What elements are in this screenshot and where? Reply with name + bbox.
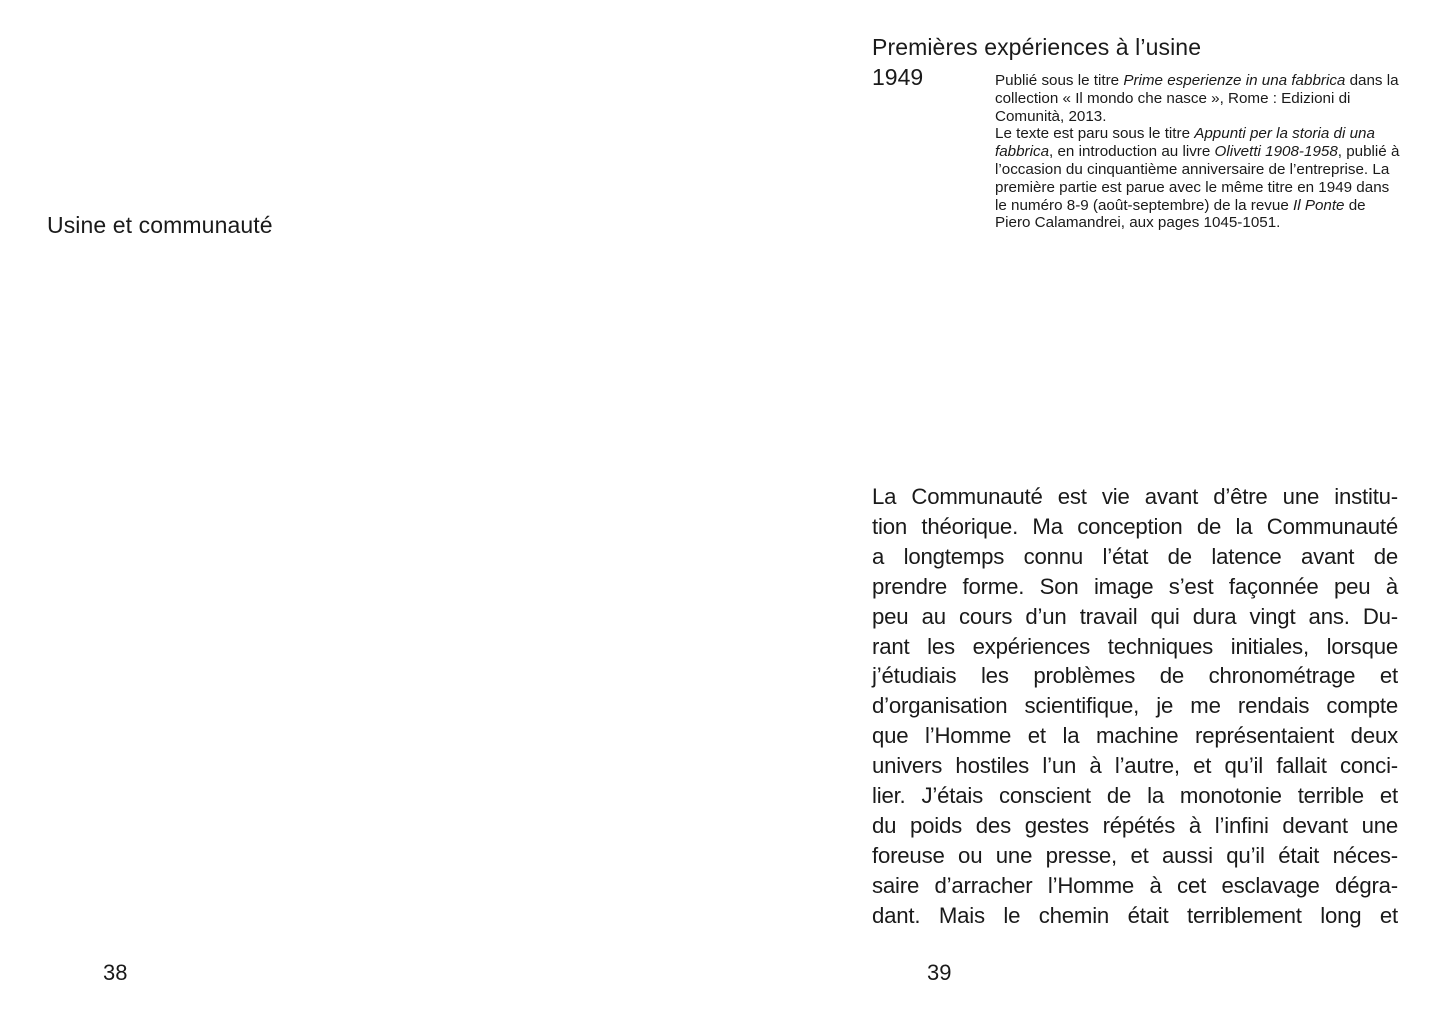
text-run: Le texte est paru sous le titre — [995, 125, 1195, 143]
body-line: univers hostiles l’un à l’autre, et qu’il fallait conci- — [872, 753, 1398, 779]
text-run: , publié à l’occasion du cinquantième anniversaire de l’entreprise. La première partie est parue avec le même titre en 1949 dans le numéro 8-9 (août-septembre) de la revue — [995, 143, 1400, 214]
body-line: La Communauté est vie avant d’être une institu- — [872, 484, 1398, 509]
text-run: Publié sous le titre — [995, 72, 1124, 89]
body-line: dant. Mais le chemin était terriblement long et — [872, 902, 1398, 928]
right-page — [722, 0, 1445, 1030]
left-page — [0, 0, 722, 1030]
italic-title-run: Olivetti 1908-1958 — [1214, 143, 1338, 161]
body-line: que l’Homme et la machine représentaient deux — [872, 723, 1398, 749]
body-line: j’étudiais les problèmes de chronométrage et — [872, 663, 1398, 689]
source-note — [995, 72, 1405, 232]
chapter-year: 1949 — [872, 64, 924, 90]
italic-title-run: Appunti per la storia di una fabbrica — [995, 125, 1375, 161]
page-number-right: 39 — [927, 960, 952, 985]
text-run: , en introduction au livre — [1049, 143, 1215, 161]
source-note-paragraph-2 — [995, 125, 1405, 232]
body-line: peu au cours d’un travail qui dura vingt ans. Du- — [872, 603, 1398, 629]
body-line: saire d’arracher l’Homme à cet esclavage dégra- — [872, 872, 1398, 898]
body-line: d’organisation scientifique, je me rendais compte — [872, 693, 1398, 719]
text-run: dans la collection « Il mondo che nasce », Rome : Edizioni di Comunità, 2013. — [995, 72, 1399, 125]
chapter-title: Premières expériences à l’usine — [872, 34, 1202, 60]
body-line: prendre forme. Son image s’est façonnée peu à — [872, 573, 1398, 599]
body-line: foreuse ou une presse, et aussi qu’il était néces- — [872, 842, 1398, 868]
body-line: rant les expériences techniques initiales, lorsque — [872, 633, 1398, 659]
body-text — [872, 482, 1398, 931]
section-title: Usine et communauté — [47, 212, 273, 238]
body-line: tion théorique. Ma conception de la Communauté — [872, 513, 1398, 539]
italic-title-run: Il Ponte — [1293, 196, 1345, 214]
body-line: a longtemps connu l’état de latence avant de — [872, 543, 1398, 569]
italic-title-run: Prime esperienze in una fabbrica — [1123, 72, 1346, 89]
body-line: du poids des gestes répétés à l’infini devant une — [872, 812, 1398, 838]
body-line: lier. J’étais conscient de la monotonie terrible et — [872, 783, 1398, 809]
source-note-paragraph-1 — [995, 72, 1405, 125]
text-run: de Piero Calamandrei, aux pages 1045-1051. — [995, 196, 1366, 232]
page-number-left: 38 — [103, 960, 128, 985]
